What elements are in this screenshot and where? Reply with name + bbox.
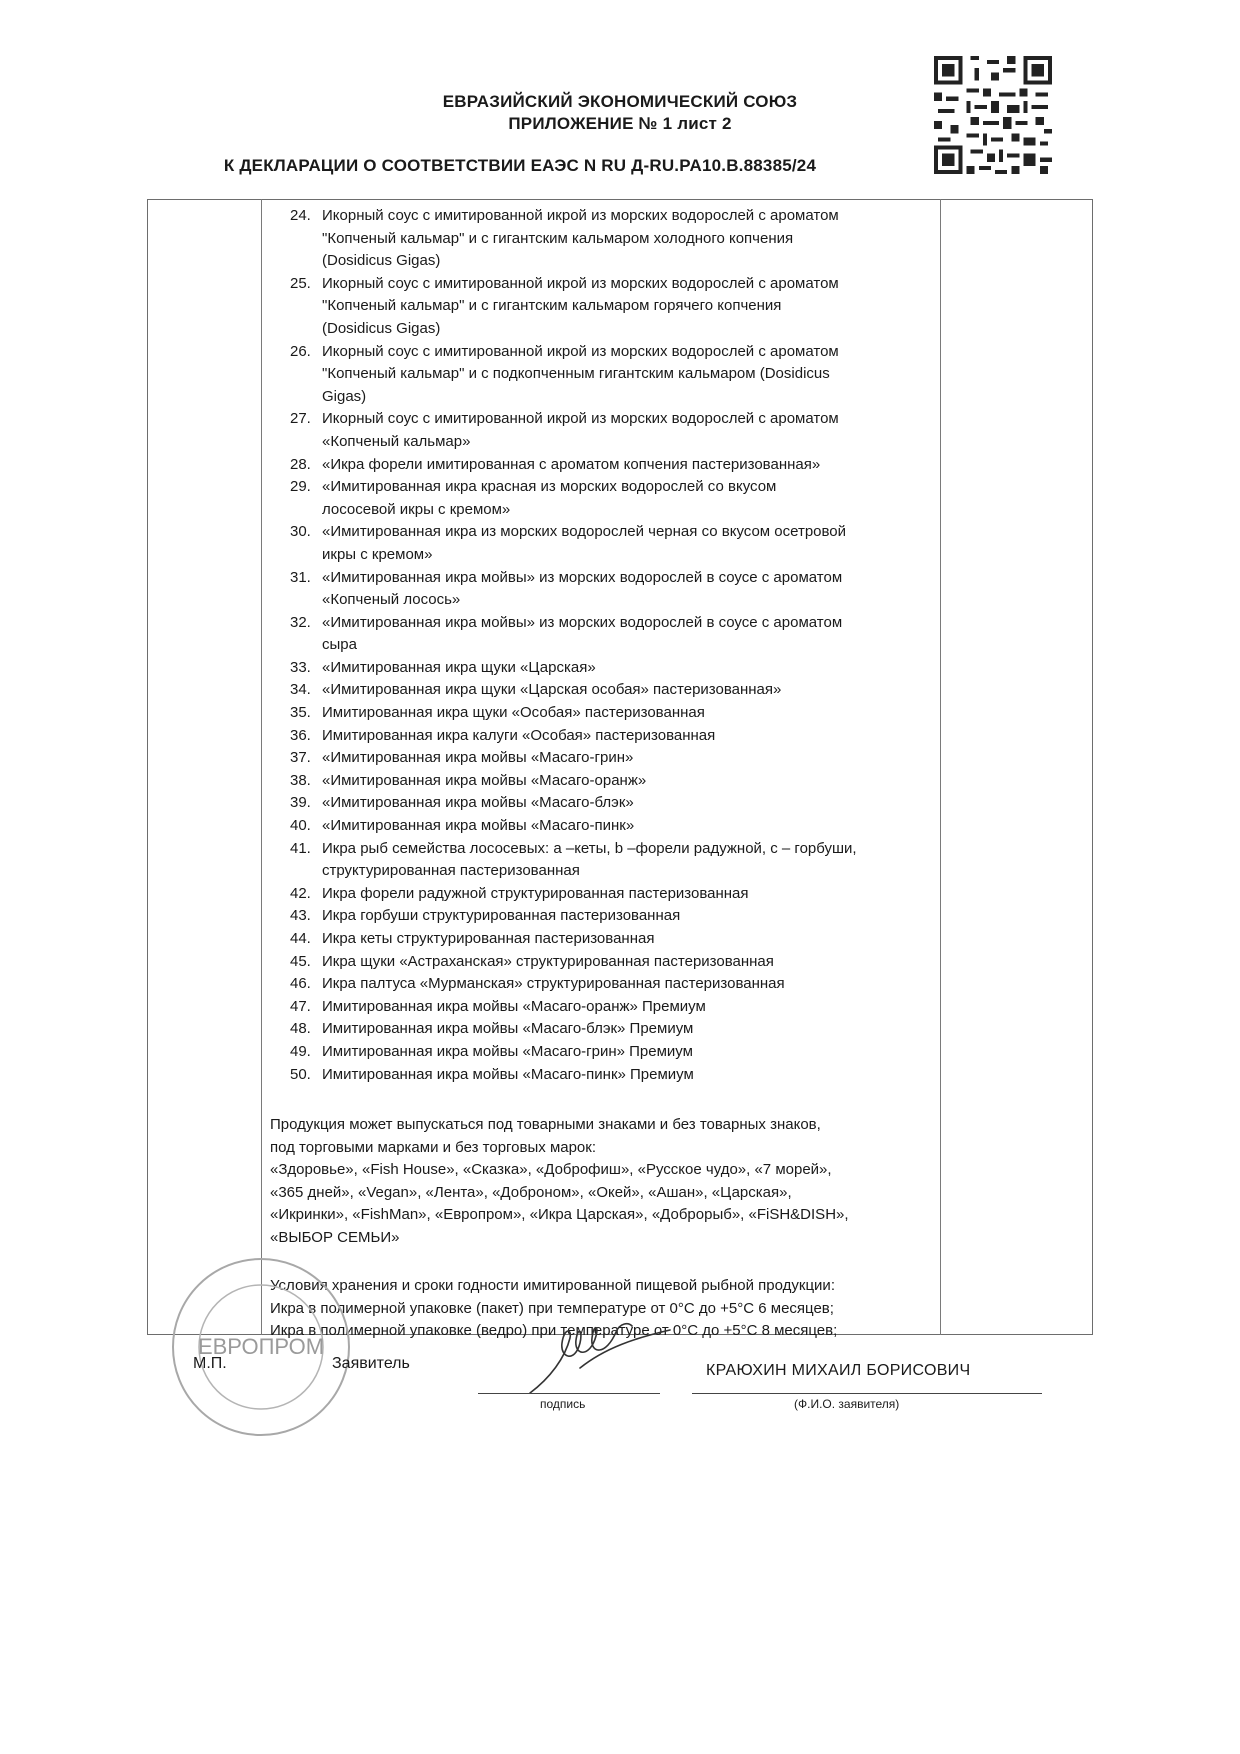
product-item xyxy=(290,747,930,770)
applicant-label: Заявитель xyxy=(332,1355,410,1372)
product-item-text xyxy=(322,883,930,906)
product-item-number: 45. xyxy=(290,952,311,970)
product-item xyxy=(290,951,930,974)
product-item-number: 47. xyxy=(290,997,311,1015)
product-item xyxy=(290,408,930,453)
product-item-number: 29. xyxy=(290,478,311,496)
product-item-text xyxy=(322,973,930,996)
product-item-text xyxy=(322,567,930,612)
product-item-line: Икорный соус с имитированной икрой из морских водорослей с ароматом xyxy=(322,342,839,360)
product-item-text xyxy=(322,951,930,974)
product-item-number: 40. xyxy=(290,817,311,835)
product-item xyxy=(290,612,930,657)
product-item-line: Икра кеты структурированная пастеризованная xyxy=(322,930,655,947)
product-item-text xyxy=(322,792,930,815)
product-item-number: 32. xyxy=(290,613,311,631)
product-item-text xyxy=(322,996,930,1019)
signature-caption: подпись xyxy=(540,1397,586,1411)
product-item xyxy=(290,905,930,928)
product-item xyxy=(290,883,930,906)
product-item xyxy=(290,679,930,702)
trademarks-line: «365 дней», «Vegan», «Лента», «Доброном», «Окей», «Ашан», «Царская», xyxy=(270,1183,792,1201)
product-item-line: Имитированная икра мойвы «Масаго-оранж» Премиум xyxy=(322,997,706,1015)
product-item-number: 26. xyxy=(290,342,311,360)
name-caption: (Ф.И.О. заявителя) xyxy=(794,1397,900,1411)
trademarks-line: «ВЫБОР СЕМЬИ» xyxy=(270,1228,400,1246)
product-item-line: Икорный соус с имитированной икрой из морских водорослей с ароматом xyxy=(322,274,839,292)
product-item xyxy=(290,1064,930,1087)
product-item xyxy=(290,770,930,793)
product-item-line: (Dosidicus Gigas) xyxy=(322,252,441,270)
product-item-number: 35. xyxy=(290,704,311,722)
product-item xyxy=(290,792,930,815)
header-appendix-title: ПРИЛОЖЕНИЕ № 1 лист 2 xyxy=(508,114,732,133)
product-item-text xyxy=(322,454,930,477)
trademarks-line: Продукция может выпускаться под товарными знаками и без товарных знаков, xyxy=(270,1116,821,1133)
product-item-line: структурированная пастеризованная xyxy=(322,862,580,880)
product-item-number: 31. xyxy=(290,568,311,586)
product-item-number: 27. xyxy=(290,410,311,428)
product-item-line: Имитированная икра щуки «Особая» пастеризованная xyxy=(322,704,705,722)
product-item xyxy=(290,657,930,680)
product-item-line: лососевой икры с кремом» xyxy=(322,500,511,518)
product-item-number: 43. xyxy=(290,907,311,925)
product-item-number: 49. xyxy=(290,1042,311,1060)
product-item-number: 48. xyxy=(290,1020,311,1038)
trademarks-paragraph xyxy=(270,1114,930,1250)
product-item-text xyxy=(322,1018,930,1041)
product-item-text xyxy=(322,679,930,702)
product-item-line: "Копченый кальмар" и с гигантским кальмаром холодного копчения xyxy=(322,229,794,247)
product-item-number: 42. xyxy=(290,884,311,902)
product-item xyxy=(290,205,930,273)
trademarks-line: под торговыми марками и без торговых марок: xyxy=(270,1138,597,1156)
product-item-line: «Икра форели имитированная с ароматом копчения пастеризованная» xyxy=(322,455,821,473)
storage-line: Икра в полимерной упаковке (пакет) при температуре от 0°С до +5°С 6 месяцев; xyxy=(270,1299,834,1317)
trademarks-line: «Икринки», «FishMan», «Европром», «Икра Царская», «Доброрыб», «FiSH&DISH», xyxy=(270,1206,849,1224)
product-item-line: «Имитированная икра красная из морских водорослей со вкусом xyxy=(322,478,777,496)
product-item xyxy=(290,815,930,838)
stamp-center-text: ЕВРОПРОМ xyxy=(197,1334,325,1359)
product-item-text xyxy=(322,657,930,680)
product-item-number: 33. xyxy=(290,658,311,676)
product-item xyxy=(290,454,930,477)
product-item-number: 30. xyxy=(290,523,311,541)
product-item-line: икры с кремом» xyxy=(322,545,433,563)
product-item-line: «Имитированная икра мойвы» из морских водорослей в соусе с ароматом xyxy=(322,568,843,586)
product-item-number: 46. xyxy=(290,975,311,993)
product-item-line: Имитированная икра мойвы «Масаго-пинк» Премиум xyxy=(322,1065,694,1083)
product-item-number: 44. xyxy=(290,930,311,947)
signature-line xyxy=(478,1393,660,1394)
product-item xyxy=(290,476,930,521)
product-item-text xyxy=(322,725,930,748)
product-item-line: "Копченый кальмар" и с гигантским кальмаром горячего копчения xyxy=(322,297,782,315)
product-item xyxy=(290,702,930,725)
product-item-line: Икра форели радужной структурированная пастеризованная xyxy=(322,884,749,902)
product-item-number: 28. xyxy=(290,455,311,473)
product-item-line: «Имитированная икра щуки «Царская» xyxy=(322,658,596,676)
product-item-line: Икорный соус с имитированной икрой из морских водорослей с ароматом xyxy=(322,410,839,428)
product-item-number: 36. xyxy=(290,726,311,744)
product-item-text xyxy=(322,747,930,770)
product-item-line: Имитированная икра мойвы «Масаго-блэк» Премиум xyxy=(322,1020,694,1038)
product-item-text xyxy=(322,205,930,273)
stamp-place-label: М.П. xyxy=(193,1355,227,1372)
product-item xyxy=(290,973,930,996)
header-union-title: ЕВРАЗИЙСКИЙ ЭКОНОМИЧЕСКИЙ СОЮЗ xyxy=(442,92,798,111)
product-item xyxy=(290,341,930,409)
product-item-text xyxy=(322,476,930,521)
product-item-line: Икра щуки «Астраханская» структурированная пастеризованная xyxy=(322,952,774,970)
product-item xyxy=(290,521,930,566)
product-item-line: "Копченый кальмар" и с подкопченным гигантским кальмаром (Dosidicus xyxy=(322,365,830,383)
product-item-text xyxy=(322,521,930,566)
product-item-line: (Dosidicus Gigas) xyxy=(322,319,441,337)
product-item-text xyxy=(322,273,930,341)
product-item-text xyxy=(322,1064,930,1087)
product-item-line: «Имитированная икра мойвы «Масаго-оранж» xyxy=(322,771,647,789)
product-item-number: 25. xyxy=(290,274,311,292)
product-item-line: сыра xyxy=(322,636,357,654)
product-item-text xyxy=(322,612,930,657)
trademarks-line: «Здоровье», «Fish House», «Сказка», «Доброфиш», «Русское чудо», «7 морей», xyxy=(270,1161,832,1179)
company-stamp-icon xyxy=(166,1252,356,1442)
product-item-line: «Имитированная икра мойвы «Масаго-пинк» xyxy=(322,817,635,835)
product-item xyxy=(290,567,930,612)
product-list xyxy=(290,205,930,1086)
product-item-line: «Копченый кальмар» xyxy=(322,432,471,450)
product-item-line: «Копченый лосось» xyxy=(322,591,461,609)
product-item-line: «Имитированная икра мойвы «Масаго-блэк» xyxy=(322,794,634,812)
product-item-number: 39. xyxy=(290,794,311,812)
product-item-text xyxy=(322,905,930,928)
product-item-line: Икорный соус с имитированной икрой из морских водорослей с ароматом xyxy=(322,207,839,224)
product-item-line: Икра горбуши структурированная пастеризованная xyxy=(322,907,681,925)
product-item-line: Икра рыб семейства лососевых: а –кеты, b –форели радужной, с – горбуши, xyxy=(322,839,857,857)
product-item xyxy=(290,273,930,341)
product-item-line: Gigas) xyxy=(322,387,367,405)
applicant-name: КРАЮХИН МИХАИЛ БОРИСОВИЧ xyxy=(706,1362,971,1379)
storage-line: Условия хранения и сроки годности имитированной пищевой рыбной продукции: xyxy=(270,1277,835,1294)
product-item-line: «Имитированная икра щуки «Царская особая» пастеризованная» xyxy=(322,681,782,699)
product-item-number: 50. xyxy=(290,1065,311,1083)
product-item-text xyxy=(322,928,930,951)
product-item-line: «Имитированная икра мойвы «Масаго-грин» xyxy=(322,749,634,767)
product-item-number: 38. xyxy=(290,771,311,789)
qr-code-icon xyxy=(934,56,1052,174)
product-item-number: 37. xyxy=(290,749,311,767)
storage-line: Икра в полимерной упаковке (ведро) при температуре от 0°С до +5°С 8 месяцев; xyxy=(270,1322,838,1340)
product-item-text xyxy=(322,815,930,838)
signature-icon xyxy=(520,1318,680,1398)
name-line xyxy=(692,1393,1042,1394)
product-item-text xyxy=(322,408,930,453)
product-item-line: Имитированная икра мойвы «Масаго-грин» Премиум xyxy=(322,1042,693,1060)
product-item-line: Икра палтуса «Мурманская» структурированная пастеризованная xyxy=(322,975,785,993)
product-item-line: Имитированная икра калуги «Особая» пастеризованная xyxy=(322,726,716,744)
product-item-number: 34. xyxy=(290,681,311,699)
product-item xyxy=(290,838,930,883)
product-item-number: 24. xyxy=(290,207,311,224)
product-item xyxy=(290,996,930,1019)
product-item-text xyxy=(322,1041,930,1064)
frame-right-column-divider xyxy=(940,199,941,1335)
product-item-text xyxy=(322,838,930,883)
product-item-text xyxy=(322,702,930,725)
product-item-text xyxy=(322,341,930,409)
header-declaration-number: К ДЕКЛАРАЦИИ О СООТВЕТСТВИИ ЕАЭС N RU Д-RU.PA10.B.88385/24 xyxy=(223,156,817,175)
product-item xyxy=(290,928,930,951)
product-item-line: «Имитированная икра мойвы» из морских водорослей в соусе с ароматом xyxy=(322,613,843,631)
product-item-number: 41. xyxy=(290,839,311,857)
product-item xyxy=(290,1018,930,1041)
product-item xyxy=(290,1041,930,1064)
product-item-line: «Имитированная икра из морских водорослей черная со вкусом осетровой xyxy=(322,523,847,541)
product-item xyxy=(290,725,930,748)
product-item-text xyxy=(322,770,930,793)
frame-left-column-divider xyxy=(261,199,262,1335)
